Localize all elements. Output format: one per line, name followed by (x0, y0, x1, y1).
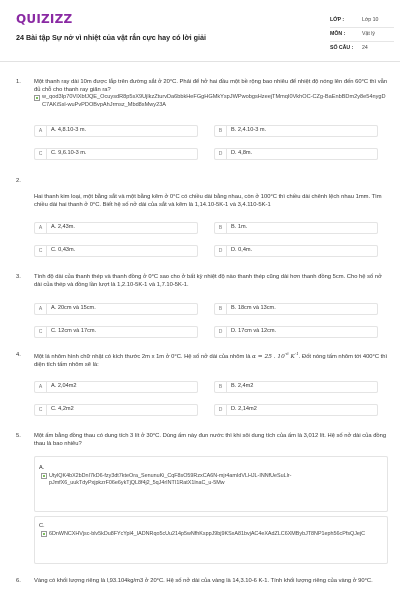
option-c[interactable] (34, 148, 198, 160)
formula (252, 351, 299, 360)
option-letter: A (35, 223, 47, 233)
option-text: C. 12cm và 17cm. (51, 328, 97, 335)
meta-row-class (330, 14, 394, 28)
worksheet-title: 24 Bài tập Sự nở vì nhiệt của vật rắn cực hay có lời giải (16, 33, 206, 42)
option-letter: B (215, 304, 227, 314)
option-letter: C (35, 149, 47, 159)
option-a[interactable] (34, 222, 198, 234)
option-text: B. 2,4.10-3 m. (231, 127, 267, 134)
question-text (34, 351, 388, 369)
meta-row-question-count (330, 42, 394, 56)
meta-value: Vật lý (362, 30, 375, 37)
option-text: D. 17cm và 12cm. (231, 328, 277, 335)
option-text: B. 2,4m2 (231, 383, 254, 390)
option-letter: C (35, 405, 47, 415)
question-number: 2. (16, 178, 21, 184)
question-3 (16, 273, 388, 289)
question-image (34, 94, 388, 110)
meta-label: MÔN : (330, 30, 346, 37)
option-b[interactable] (214, 381, 378, 393)
image-alt-text: 6DnWNCXHVjsc-blv5kDu8FYcYpl4_IADNRqo5cUu214p5wNfhKsppJ9bj9KSxA81bvjAC4eXAdZLC6XMBybJT8NP1eph56cPfsQJejC (49, 530, 365, 537)
option-label: C. (39, 523, 45, 529)
question-number: 3. (16, 274, 21, 280)
question-number: 1. (16, 79, 21, 85)
formula-unit-exponent: -1 (294, 351, 299, 356)
formula-base: α = 25 . 10 (252, 353, 285, 360)
option-text: D. 0,4m. (231, 247, 253, 254)
option-letter: B (215, 223, 227, 233)
option-a[interactable] (34, 125, 198, 137)
image-alt-text: w_qod3Ip70VIXbfJQE_OcuysdR8p5sX9UjlkzZturvDa6bbkHeFGgHGMkYspJWPwobgsHzeejTMmqI0VkhOC-CZg-BaEnbBDm2y8e54nygDC7AKiSsl-wuPvPDOBvpAhJrmsz_Mbd8sMwy23A (42, 94, 386, 109)
option-d[interactable] (214, 148, 378, 160)
meta-value: 24 (362, 45, 368, 52)
option-text: B. 18cm và 13cm. (231, 305, 276, 312)
meta-value: Lớp 10 (362, 16, 379, 23)
option-text: A. 2,04m2 (51, 383, 77, 390)
option-a[interactable] (34, 456, 388, 512)
option-letter: A (35, 126, 47, 136)
option-text: C. 4,2m2 (51, 406, 74, 413)
question-text: Một ấm bằng đồng thau có dung tích 3 lít ở 30°C. Dùng ấm này đun nước thì khi sôi dung tích của ấm là 3,012 lít. Hệ số nở dài của đồng thau là bao nhiêu? (34, 433, 387, 448)
option-text: A. 2,43m. (51, 224, 75, 231)
question-text: Tính độ dài của thanh thép và thanh đồng ở 0°C sao cho ở bất kỳ nhiệt độ nào thanh thép cũng dài hơn thanh đồng 5cm. Cho hệ số nở dài của thép và đồng lần lượt là 1,2.10-5K-1 và 1,7.10-5K-1. (34, 274, 382, 289)
question-text-after: . Đốt nóng tấm nhôm tới 400°C thì diện tích tấm nhôm sẽ là: (34, 353, 388, 369)
option-text: B. 1m. (231, 224, 248, 231)
image-alt-text: UtylQK4bX2bDnI7kD6-fzy3dt7kteOra_SenunuKi_CqF8sO59RzxCA6N-mjr4amIdVLHJL-INNfUeSuLlr-pJmfX6_uukTdyPxjpkzrF06e6ykTjQL8f4j2_5qJ4rINTI1RatX1lnaC_u-5Mw (49, 472, 292, 487)
option-b[interactable] (214, 222, 378, 234)
question-2 (16, 177, 388, 209)
broken-image-icon (41, 473, 47, 479)
option-letter: D (215, 327, 227, 337)
option-letter: A (35, 304, 47, 314)
formula-exponent: -6 (284, 351, 289, 356)
option-c[interactable] (34, 516, 388, 564)
option-text: D. 4,8m. (231, 150, 253, 157)
broken-image-icon (41, 531, 47, 537)
option-b[interactable] (214, 303, 378, 315)
question-4 (16, 351, 388, 369)
question-text: Vàng có khối lượng riêng là l,93.104kg/m3 ở 20°C. Hệ số nở dài của vàng là 14,3.10-6 K-1. Tính khối lượng riêng của vàng ở 90°C. (34, 578, 373, 584)
question-number: 5. (16, 433, 21, 439)
option-label: A. (39, 465, 45, 471)
option-text: D. 2,14m2 (231, 406, 257, 413)
worksheet-meta (330, 14, 394, 56)
option-a[interactable] (34, 381, 198, 393)
option-a[interactable] (34, 303, 198, 315)
question-number: 4. (16, 352, 21, 358)
option-d[interactable] (214, 404, 378, 416)
option-letter: B (215, 126, 227, 136)
worksheet-header (0, 0, 400, 62)
option-c[interactable] (34, 245, 198, 257)
option-image (41, 473, 383, 488)
option-text: C. 9,6.10-3 m. (51, 150, 87, 157)
option-d[interactable] (214, 245, 378, 257)
option-b[interactable] (214, 125, 378, 137)
question-text-before: Một lá nhôm hình chữ nhật có kích thước 2m x 1m ở 0°C. Hệ số nở dài của nhôm là (34, 353, 251, 360)
question-text: Hai thanh kim loại, một bằng sắt và một bằng kẽm ở 0°C có chiều dài bằng nhau, còn ở 100°C thì chiều dài chênh lệch nhau 1mm. Tìm chiều dài hai thanh ở 0°C. Biết hệ số nở dài của sắt và kẽm là 1,14.10-5K-1 và 3,4.110-5K-1 (34, 194, 382, 209)
meta-label: SỐ CÂU : (330, 45, 354, 52)
question-number: 6. (16, 578, 21, 584)
option-letter: D (215, 405, 227, 415)
option-text: C. 0,43m. (51, 247, 76, 254)
option-c[interactable] (34, 404, 198, 416)
option-letter: B (215, 382, 227, 392)
option-c[interactable] (34, 326, 198, 338)
meta-row-subject (330, 28, 394, 42)
option-d[interactable] (214, 326, 378, 338)
option-text: A. 20cm và 15cm. (51, 305, 96, 312)
broken-image-icon (34, 95, 40, 101)
question-5 (16, 432, 388, 448)
question-1 (16, 78, 388, 110)
meta-label: LỚP : (330, 16, 345, 23)
option-image (41, 531, 383, 539)
formula-unit: K (290, 353, 295, 360)
option-letter: A (35, 382, 47, 392)
option-letter: D (215, 246, 227, 256)
question-text: Một thanh ray dài 10m được lắp trên đường sắt ở 20°C. Phải để hở hai đầu một bề rộng bao nhiêu để nhiệt độ nóng lên đến 60°C thì vẫn đủ chỗ cho thanh ray giãn ra? (34, 79, 388, 94)
option-letter: D (215, 149, 227, 159)
quizizz-logo: QUIZIZZ (16, 12, 73, 26)
option-letter: C (35, 327, 47, 337)
option-text: A. 4,8.10-3 m. (51, 127, 87, 134)
option-letter: C (35, 246, 47, 256)
question-6 (16, 577, 388, 585)
